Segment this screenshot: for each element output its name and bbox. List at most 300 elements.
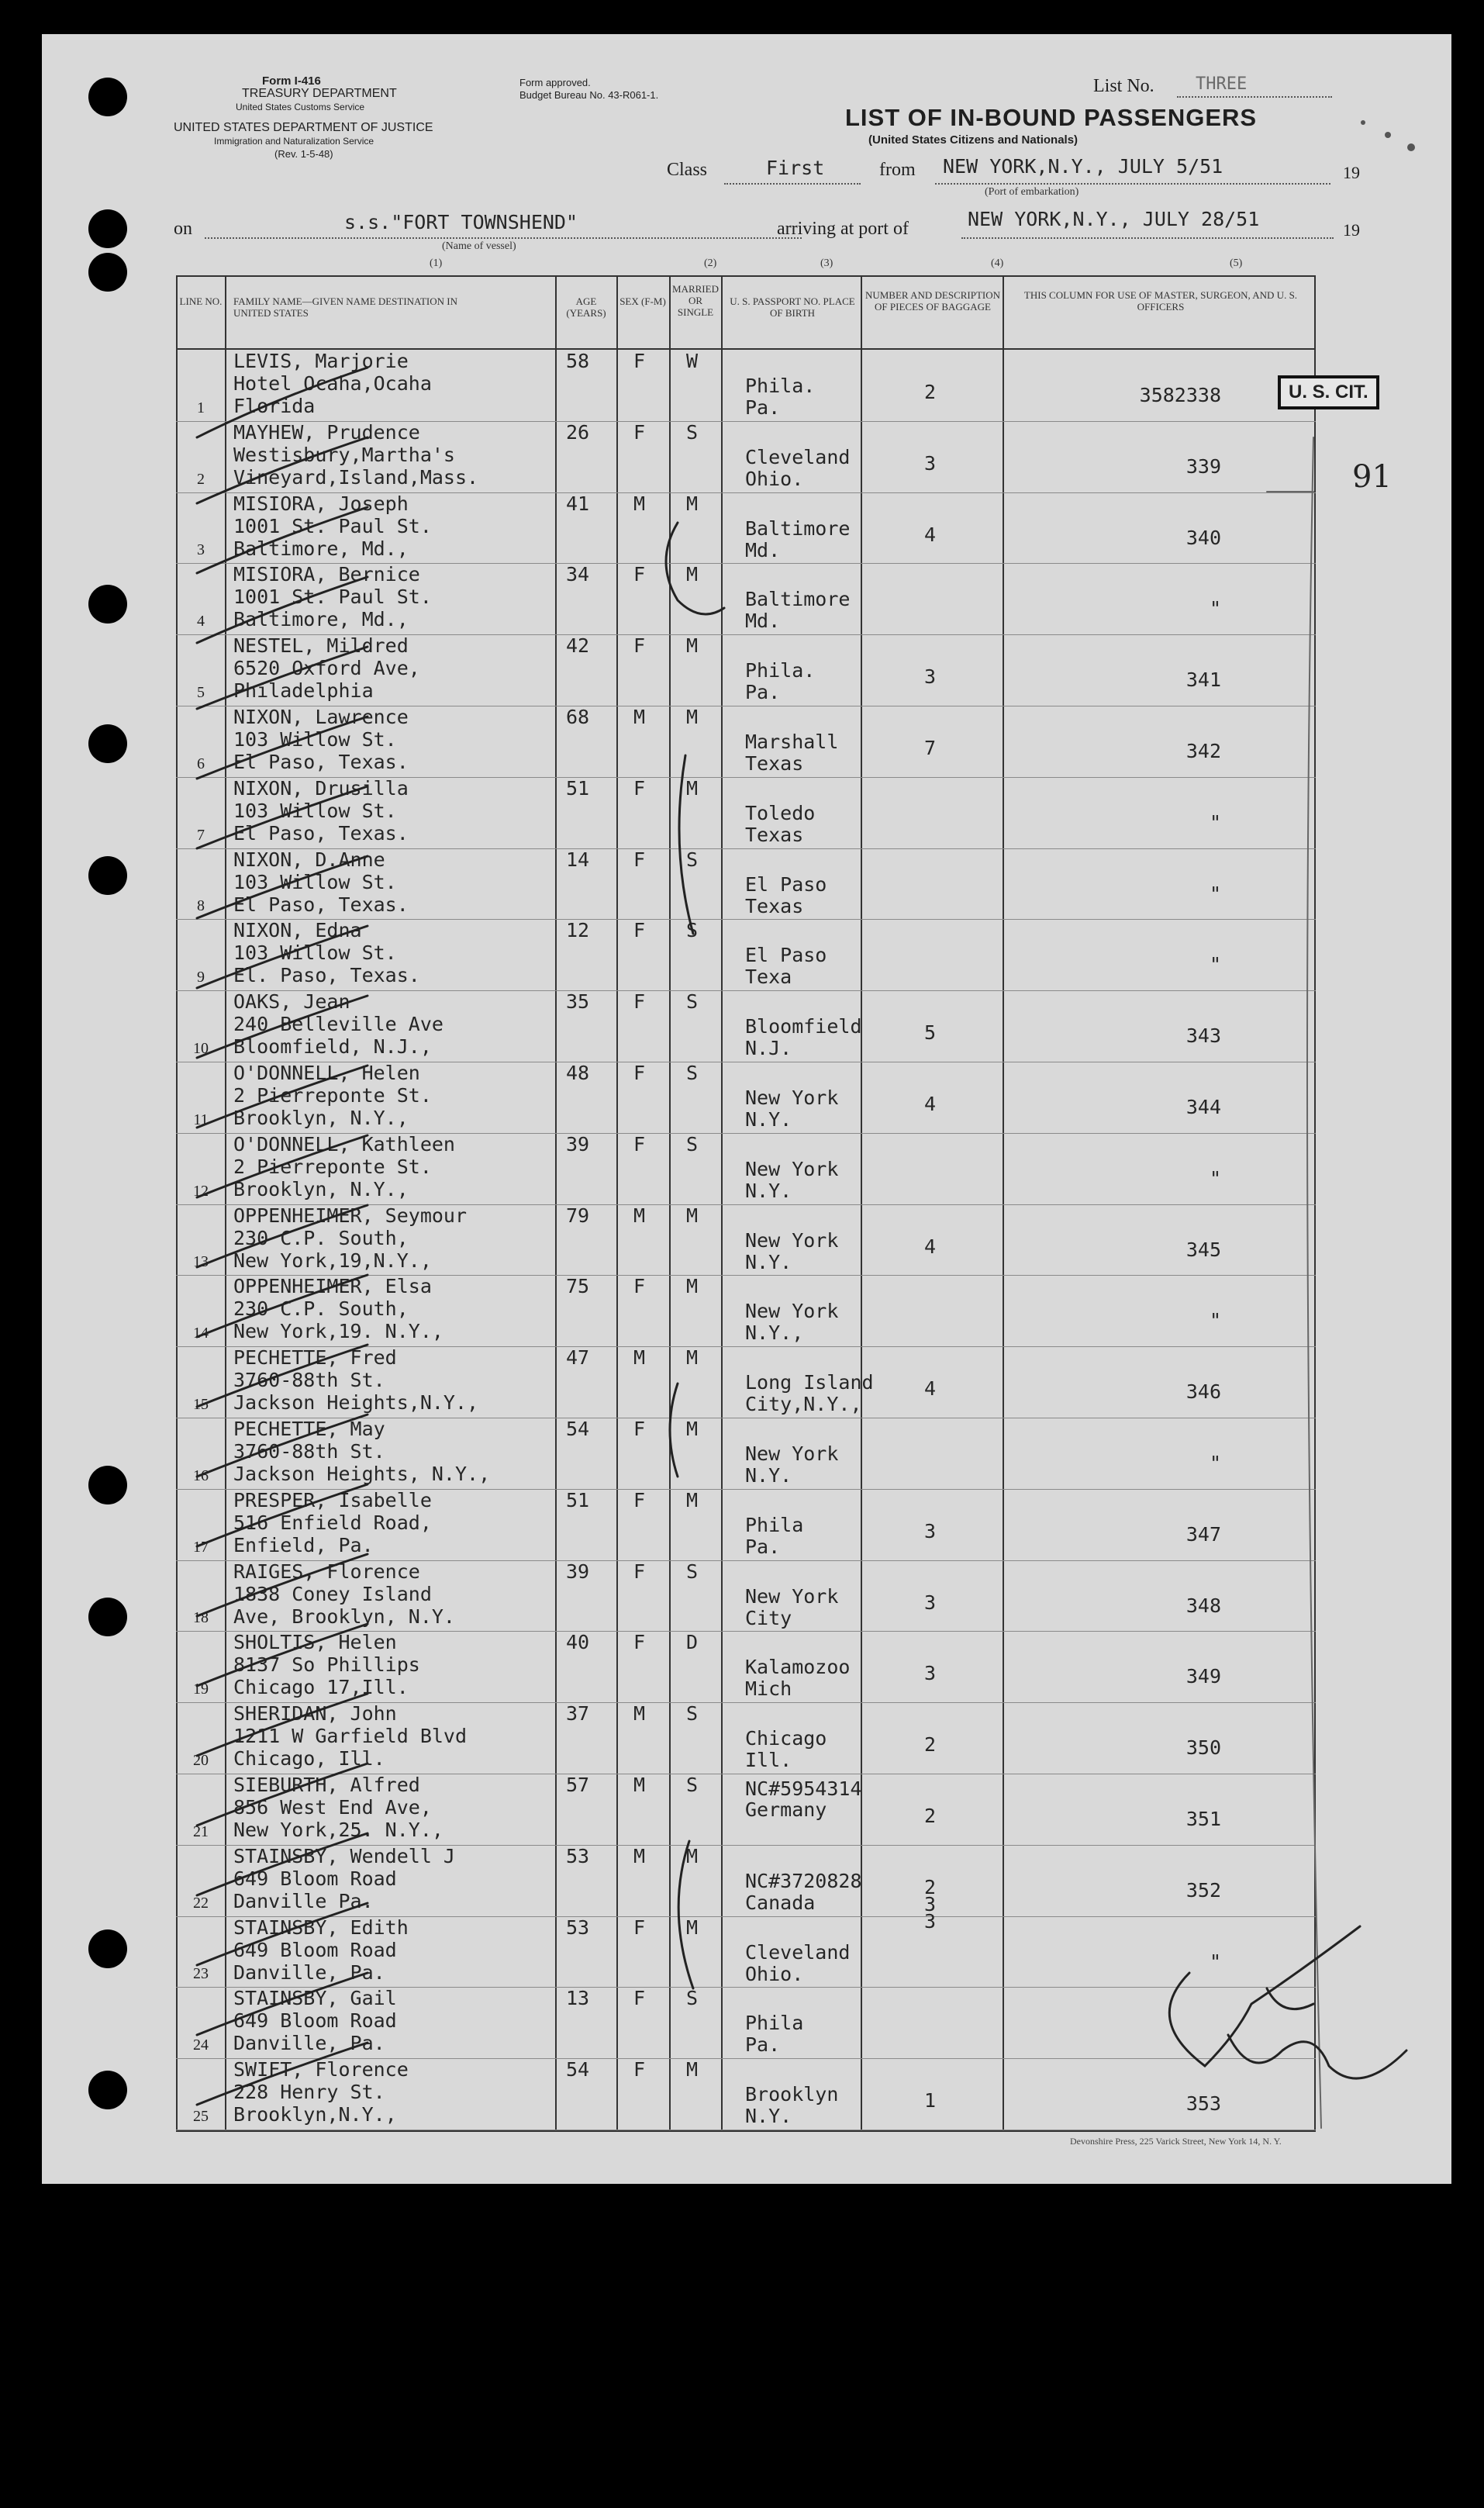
age: 35 (566, 990, 590, 1014)
officer-reference: 343 (1185, 1024, 1221, 1048)
destination-line-1: Westisbury,Martha's (233, 443, 455, 466)
sex: M (633, 492, 646, 515)
age: 39 (566, 1560, 590, 1583)
sex: M (633, 1774, 646, 1796)
destination-line-1: 103 Willow St. (233, 799, 397, 822)
line-number: 5 (197, 684, 205, 701)
destination-line-2: Florida (233, 395, 316, 417)
destination-line-2: Chicago, Ill. (233, 1747, 385, 1770)
line-number: 9 (197, 969, 205, 986)
age: 75 (566, 1275, 590, 1298)
officer-reference: 345 (1185, 1238, 1221, 1261)
baggage-count: 5 (924, 1021, 937, 1045)
manifest-page (42, 34, 1451, 2184)
line-number: 16 (193, 1466, 209, 1484)
destination-line-1: 103 Willow St. (233, 728, 397, 751)
birthplace-line-2: Pa. (745, 2033, 781, 2057)
officer-reference: 3582338 (1139, 384, 1221, 406)
passenger-name: STAINSBY, Gail (233, 1987, 397, 2010)
arriving-label: arriving at port of (777, 219, 909, 239)
marital-status: M (686, 1488, 699, 1511)
destination-line-1: 3760-88th St. (233, 1440, 385, 1463)
line-number: 13 (193, 1253, 209, 1271)
passenger-name: NIXON, Drusilla (233, 776, 409, 800)
destination-line-2: Baltimore, Md., (233, 608, 409, 631)
birthplace-line-2: City,N.Y., (745, 1393, 862, 1416)
page-title: LIST OF IN-BOUND PASSENGERS (845, 104, 1258, 131)
baggage-count: 3 (924, 1519, 937, 1542)
from-value: NEW YORK,N.Y., JULY 5/51 (943, 155, 1223, 178)
baggage-count: 4 (924, 1235, 937, 1258)
officer-reference: 351 (1185, 1808, 1221, 1830)
officer-reference: 349 (1185, 1665, 1221, 1688)
port-caption: (Port of embarkation) (985, 186, 1079, 198)
birthplace-line-2: N.J. (745, 1037, 792, 1060)
passenger-name: OPPENHEIMER, Seymour (233, 1204, 468, 1227)
budget-bureau: Budget Bureau No. 43-R061-1. (519, 89, 659, 101)
destination-line-2: Danville, Pa. (233, 2032, 385, 2055)
age: 68 (566, 706, 590, 728)
arriving-value: NEW YORK,N.Y., JULY 28/51 (968, 208, 1260, 230)
passenger-name: PECHETTE, May (233, 1418, 385, 1440)
baggage-count: 3 (924, 1662, 937, 1685)
line-number: 1 (197, 399, 205, 416)
destination-line-2: Brooklyn, N.Y., (233, 1177, 409, 1200)
destination-line-2: Danville Pa. (233, 1889, 374, 1912)
destination-line-2: Vineyard,Island,Mass. (233, 465, 479, 489)
marital-status: M (686, 492, 699, 515)
line-number: 11 (193, 1111, 209, 1128)
destination-line-2: El Paso, Texas. (233, 751, 409, 773)
officer-reference: " (1209, 1452, 1221, 1474)
sex: M (633, 1346, 646, 1370)
baggage-count: 4 (924, 1377, 937, 1401)
baggage-count: 7 (924, 737, 937, 759)
customs-service: United States Customs Service (236, 102, 365, 112)
col-number-1: (1) (430, 257, 443, 269)
class-label: Class (667, 160, 708, 180)
officer-reference: " (1209, 882, 1221, 905)
birthplace-line-1: El Paso (745, 872, 827, 896)
baggage-count: 3 (924, 451, 937, 475)
officer-reference: 344 (1185, 1096, 1221, 1118)
sex: F (633, 420, 646, 444)
binder-hole (88, 78, 127, 116)
destination-line-2: New York,19,N.Y., (233, 1249, 432, 1272)
binder-hole (88, 1466, 127, 1504)
line-number: 21 (193, 1822, 209, 1840)
passenger-name: STAINSBY, Wendell J (233, 1844, 455, 1867)
marital-status: M (686, 1346, 699, 1370)
vessel-value: s.s."FORT TOWNSHEND" (344, 211, 578, 233)
sex: F (633, 1132, 646, 1156)
birthplace-line-1: New York (745, 1157, 839, 1180)
marital-status: M (686, 563, 699, 586)
sex: F (633, 2058, 646, 2081)
birthplace-line-1: Long Island (745, 1371, 874, 1394)
age: 41 (566, 492, 590, 515)
baggage-count: 2 (924, 1733, 937, 1757)
birthplace-line-2: Md. (745, 538, 781, 561)
age: 51 (566, 1488, 590, 1511)
passenger-name: SIEBURTH, Alfred (233, 1774, 420, 1796)
birthplace-line-1: NC#3720828 (745, 1869, 862, 1892)
col-header-age: AGE (YEARS) (566, 295, 606, 319)
binder-hole (88, 1929, 127, 1968)
birthplace-line-1: El Paso (745, 944, 827, 967)
officer-reference: 339 (1185, 454, 1221, 478)
line-number: 8 (197, 897, 205, 915)
birthplace-line-1: Baltimore (745, 588, 851, 611)
birthplace-line-2: Canada (745, 1891, 816, 1914)
officer-reference: " (1209, 810, 1221, 834)
officer-reference: 353 (1185, 2092, 1221, 2116)
passenger-name: NIXON, Edna (233, 919, 362, 942)
birthplace-line-2: N.Y. (745, 1179, 792, 1202)
form-number: Form I-416 (262, 74, 321, 88)
birthplace-line-1: Cleveland (745, 1940, 851, 1964)
birthplace-line-2: Ill. (745, 1749, 792, 1772)
destination-line-1: 103 Willow St. (233, 941, 397, 965)
line-number: 3 (197, 541, 205, 559)
destination-line-2: Brooklyn, N.Y., (233, 1107, 409, 1129)
passenger-name: PECHETTE, Fred (233, 1346, 397, 1370)
destination-line-2: Enfield, Pa. (233, 1533, 374, 1556)
binder-hole (88, 2071, 127, 2109)
birthplace-line-1: Phila. (745, 659, 816, 682)
col-header-passport: U. S. PASSPORT NO. PLACE OF BIRTH (730, 295, 855, 319)
passenger-name: SWIFT, Florence (233, 2058, 409, 2081)
birthplace-line-2: Texas (745, 823, 804, 846)
age: 34 (566, 563, 590, 586)
age: 42 (566, 634, 590, 658)
birthplace-line-1: Bloomfield (745, 1015, 862, 1038)
passenger-name: OPPENHEIMER, Elsa (233, 1275, 432, 1298)
birthplace-line-1: Phila. (745, 375, 816, 397)
line-number: 25 (193, 2108, 209, 2125)
age: 57 (566, 1774, 590, 1796)
destination-line-2: Brooklyn,N.Y., (233, 2103, 397, 2126)
marital-status: M (686, 1844, 699, 1867)
col-number-4: (4) (991, 257, 1004, 269)
officer-reference: 346 (1185, 1380, 1221, 1404)
officer-reference: 341 (1185, 668, 1221, 692)
destination-line-1: 2 Pierreponte St. (233, 1084, 432, 1107)
birthplace-line-2: N.Y. (745, 1250, 792, 1273)
binder-hole (88, 585, 127, 624)
destination-line-2: Jackson Heights, N.Y., (233, 1463, 491, 1485)
margin-number: 91 (1352, 459, 1392, 495)
list-no-value: THREE (1196, 74, 1248, 94)
destination-line-2: El. Paso, Texas. (233, 964, 420, 987)
officer-reference: " (1209, 1166, 1221, 1190)
destination-line-1: 2 Pierreponte St. (233, 1155, 432, 1178)
officer-reference: " (1209, 597, 1221, 620)
destination-line-1: 1001 St. Paul St. (233, 514, 432, 537)
sex: M (633, 1844, 646, 1867)
line-number: 7 (197, 826, 205, 844)
line-number: 2 (197, 470, 205, 488)
birthplace-line-2: N.Y., (745, 1321, 804, 1345)
baggage-count: 3 (924, 1591, 937, 1614)
passenger-name: SHERIDAN, John (233, 1702, 397, 1726)
destination-line-2: Jackson Heights,N.Y., (233, 1391, 479, 1415)
officer-reference: 340 (1185, 526, 1221, 549)
col-number-3: (3) (820, 257, 833, 269)
birthplace-line-2: Texa (745, 966, 792, 989)
birthplace-line-1: New York (745, 1300, 839, 1323)
age: 53 (566, 1916, 590, 1939)
destination-line-2: El Paso, Texas. (233, 821, 409, 845)
birthplace-line-1: Cleveland (745, 445, 851, 468)
passenger-name: STAINSBY, Edith (233, 1916, 409, 1939)
destination-line-2: Danville, Pa. (233, 1960, 385, 1984)
destination-line-1: 1838 Coney Island (233, 1582, 432, 1605)
destination-line-1: 649 Bloom Road (233, 1867, 397, 1890)
passenger-name: NIXON, D.Anne (233, 848, 385, 871)
birthplace-line-1: New York (745, 1086, 839, 1109)
passenger-name: NESTEL, Mildred (233, 634, 409, 658)
ins-service: Immigration and Naturalization Service (214, 136, 374, 147)
age: 51 (566, 776, 590, 800)
birthplace-line-2: N.Y. (745, 2105, 792, 2128)
birthplace-line-2: Ohio. (745, 1962, 804, 1985)
passenger-name: MAYHEW, Prudence (233, 420, 420, 444)
marital-status: M (686, 1204, 699, 1227)
birthplace-line-2: N.Y. (745, 1108, 792, 1131)
line-number: 18 (193, 1609, 209, 1627)
line-number: 4 (197, 613, 205, 630)
officer-reference: " (1209, 1950, 1221, 1973)
marital-status: M (686, 634, 699, 658)
col-header-line-no: LINE NO. (179, 295, 223, 307)
sex: M (633, 1204, 646, 1227)
destination-line-1: 240 Belleville Ave (233, 1013, 443, 1036)
age: 40 (566, 1631, 590, 1654)
birthplace-line-1: Phila (745, 1513, 804, 1536)
officer-reference: " (1209, 1309, 1221, 1332)
passenger-name: SHOLTIS, Helen (233, 1631, 397, 1654)
col-header-sex: SEX (F-M) (619, 295, 666, 307)
from-label: from (879, 160, 916, 180)
birthplace-line-2: Mich (745, 1677, 792, 1701)
age: 48 (566, 1062, 590, 1084)
baggage-count: 2 (924, 1805, 937, 1827)
marital-status: M (686, 706, 699, 728)
line-number: 6 (197, 755, 205, 772)
age: 37 (566, 1702, 590, 1726)
on-label: on (174, 219, 192, 239)
destination-line-2: Bloomfield, N.J., (233, 1035, 432, 1059)
birthplace-line-1: New York (745, 1228, 839, 1252)
baggage-count: 4 (924, 523, 937, 546)
officer-reference: 350 (1185, 1736, 1221, 1760)
destination-line-1: 230 C.P. South, (233, 1297, 409, 1321)
line-number: 10 (193, 1040, 209, 1057)
destination-line-1: 103 Willow St. (233, 870, 397, 893)
justice-dept: UNITED STATES DEPARTMENT OF JUSTICE (174, 121, 433, 134)
age: 79 (566, 1204, 590, 1227)
sex: F (633, 990, 646, 1014)
birthplace-line-2: Pa. (745, 396, 781, 419)
destination-line-1: 3760-88th St. (233, 1369, 385, 1392)
destination-line-1: 856 West End Ave, (233, 1796, 432, 1819)
officer-reference: 348 (1185, 1594, 1221, 1617)
col-number-5: (5) (1230, 257, 1243, 269)
sex: F (633, 1062, 646, 1084)
marital-status: D (686, 1631, 699, 1654)
age: 14 (566, 848, 590, 871)
age: 39 (566, 1132, 590, 1156)
destination-line-1: 228 Henry St. (233, 2081, 385, 2104)
revision: (Rev. 1-5-48) (274, 148, 333, 160)
age: 47 (566, 1346, 590, 1370)
line-number: 12 (193, 1182, 209, 1200)
birthplace-line-1: New York (745, 1442, 839, 1465)
destination-line-1: 1211 W Garfield Blvd (233, 1725, 468, 1748)
passenger-name: LEVIS, Marjorie (233, 350, 409, 372)
col-header-officers: THIS COLUMN FOR USE OF MASTER, SURGEON, AND U. S. OFFICERS (1023, 289, 1298, 313)
col-header-married: MARRIED OR SINGLE (672, 283, 719, 318)
sex: M (633, 706, 646, 728)
destination-line-1: 230 C.P. South, (233, 1226, 409, 1249)
list-no-label: List No. (1093, 76, 1154, 96)
binder-hole (88, 1598, 127, 1636)
destination-line-1: 1001 St. Paul St. (233, 586, 432, 609)
destination-line-1: 8137 So Phillips (233, 1653, 420, 1677)
class-value: First (766, 157, 825, 179)
sex: F (633, 1916, 646, 1939)
passenger-name: NIXON, Lawrence (233, 706, 409, 728)
year-suffix-2: 19 (1343, 220, 1360, 240)
marital-status: M (686, 1418, 699, 1440)
marital-status: S (686, 990, 699, 1014)
binder-hole (88, 856, 127, 895)
line-number: 19 (193, 1681, 209, 1698)
sex: F (633, 1560, 646, 1583)
officer-reference: 347 (1185, 1522, 1221, 1546)
birthplace-line-1: Germany (745, 1798, 827, 1821)
col-header-name: FAMILY NAME—GIVEN NAME DESTINATION IN UNITED STATES (233, 295, 458, 319)
age: 26 (566, 420, 590, 444)
destination-line-2: New York,19. N.Y., (233, 1320, 443, 1343)
treasury-dept: TREASURY DEPARTMENT (242, 87, 397, 100)
destination-line-2: Baltimore, Md., (233, 537, 409, 560)
binder-hole (88, 724, 127, 763)
passenger-name: OAKS, Jean (233, 990, 350, 1014)
passport-number: NC#5954314 (745, 1777, 862, 1800)
col-header-baggage: NUMBER AND DESCRIPTION OF PIECES OF BAGGAGE (865, 289, 1001, 313)
destination-line-2: Philadelphia (233, 679, 374, 703)
passenger-name: RAIGES, Florence (233, 1560, 420, 1583)
form-approved: Form approved. (519, 77, 591, 88)
page-subtitle: (United States Citizens and Nationals) (868, 133, 1078, 147)
baggage-count: 4 (924, 1093, 937, 1115)
destination-line-1: 516 Enfield Road, (233, 1511, 432, 1534)
age: 53 (566, 1844, 590, 1867)
marital-status: S (686, 848, 699, 871)
binder-hole (88, 209, 127, 248)
birthplace-line-2: Pa. (745, 1535, 781, 1558)
line-number: 15 (193, 1396, 209, 1413)
birthplace-line-2: N.Y. (745, 1464, 792, 1487)
baggage-count: 2 (924, 381, 937, 403)
officer-reference: 352 (1185, 1878, 1221, 1902)
age: 13 (566, 1987, 590, 2010)
line-number: 17 (193, 1538, 209, 1556)
printer-footer: Devonshire Press, 225 Varick Street, New York 14, N. Y. (1070, 2136, 1282, 2147)
marital-status: M (686, 1275, 699, 1298)
baggage-count: 1 (924, 2089, 937, 2112)
age: 12 (566, 919, 590, 942)
line-number: 20 (193, 1752, 209, 1769)
destination-line-1: Hotel Ocaha,Ocaha (233, 372, 432, 395)
destination-line-1: 649 Bloom Road (233, 2009, 397, 2033)
passenger-name: MISIORA, Joseph (233, 492, 409, 515)
marital-status: S (686, 1774, 699, 1796)
marital-status: W (686, 350, 699, 372)
sex: F (633, 1418, 646, 1440)
line-number: 24 (193, 2036, 209, 2054)
age: 54 (566, 2058, 590, 2081)
us-citizen-stamp: U. S. CIT. (1278, 375, 1379, 409)
destination-line-2: New York,25. N.Y., (233, 1819, 443, 1841)
birthplace-line-2: Texas (745, 894, 804, 917)
binder-hole (88, 253, 127, 292)
birthplace-line-1: Phila (745, 2012, 804, 2035)
marital-status: S (686, 1560, 699, 1583)
age: 54 (566, 1418, 590, 1440)
officer-reference: 342 (1185, 740, 1221, 762)
line-number: 23 (193, 1965, 209, 1983)
vessel-caption: (Name of vessel) (442, 240, 516, 252)
passenger-name: MISIORA, Bernice (233, 563, 420, 586)
baggage-count: 2 3 3 (924, 1875, 937, 1933)
destination-line-1: 6520 Oxford Ave, (233, 657, 420, 680)
birthplace-line-2: Md. (745, 610, 781, 633)
sex: F (633, 1488, 646, 1511)
marital-status: S (686, 919, 699, 942)
officer-reference: " (1209, 953, 1221, 976)
marital-status: M (686, 2058, 699, 2081)
passenger-name: PRESPER, Isabelle (233, 1488, 432, 1511)
sex: F (633, 1275, 646, 1298)
sex: F (633, 1987, 646, 2010)
sex: F (633, 919, 646, 942)
line-number: 14 (193, 1325, 209, 1342)
sex: F (633, 1631, 646, 1654)
marital-status: M (686, 776, 699, 800)
baggage-count: 3 (924, 665, 937, 689)
marital-status: S (686, 1702, 699, 1726)
sex: F (633, 848, 646, 871)
birthplace-line-2: Texas (745, 752, 804, 775)
passenger-name: O'DONNELL, Helen (233, 1062, 420, 1084)
marital-status: S (686, 1062, 699, 1084)
birthplace-line-1: Brooklyn (745, 2083, 839, 2106)
line-number: 22 (193, 1894, 209, 1912)
destination-line-1: 649 Bloom Road (233, 1938, 397, 1961)
birthplace-line-1: Toledo (745, 801, 816, 824)
birthplace-line-1: Chicago (745, 1727, 827, 1750)
age: 58 (566, 350, 590, 372)
destination-line-2: Chicago 17,Ill. (233, 1676, 409, 1699)
birthplace-line-2: Ohio. (745, 467, 804, 490)
passenger-table (176, 275, 1316, 2132)
sex: F (633, 563, 646, 586)
birthplace-line-1: Marshall (745, 731, 839, 753)
marital-status: M (686, 1916, 699, 1939)
